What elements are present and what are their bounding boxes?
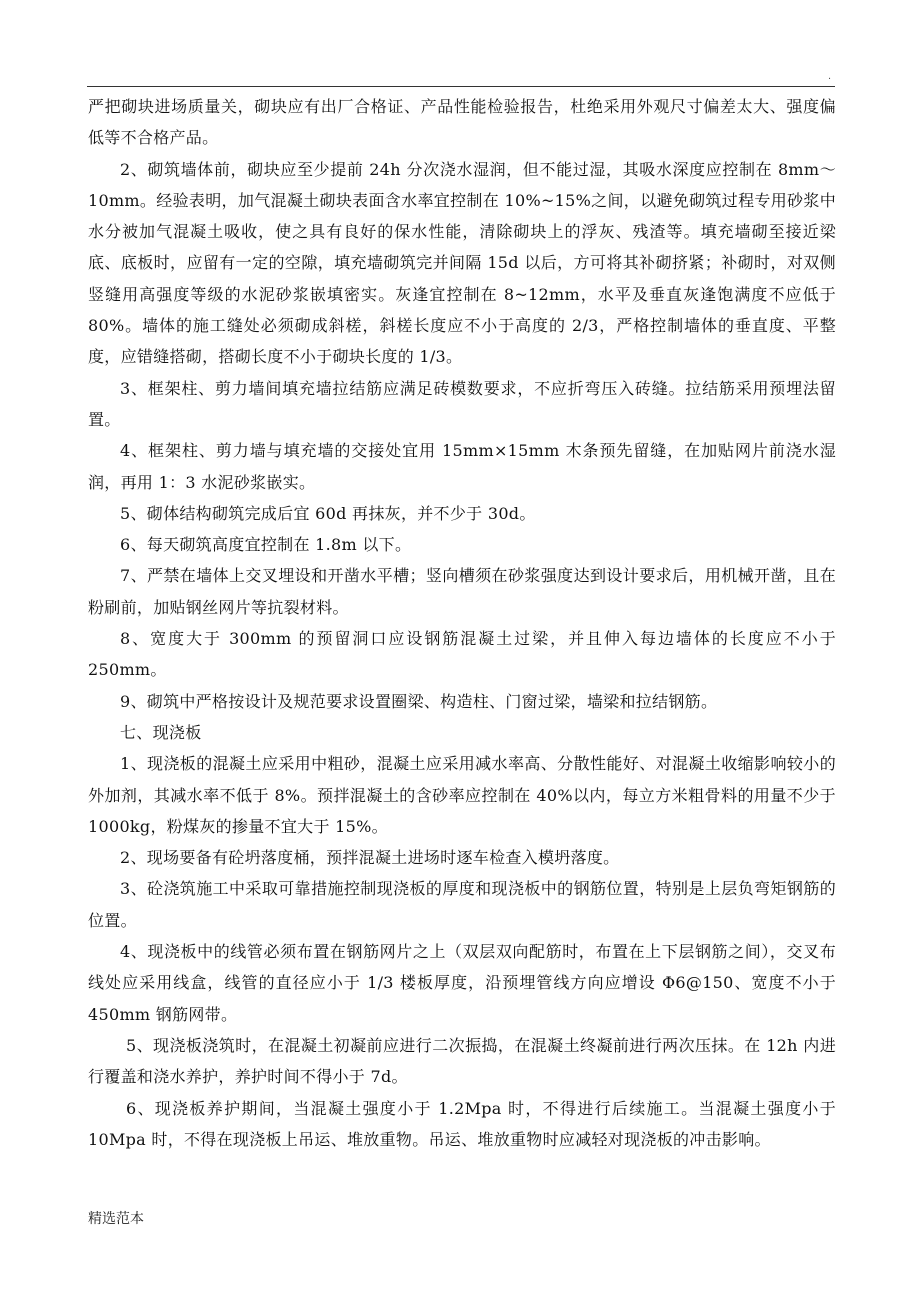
slab-item-5: 5、现浇板浇筑时，在混凝土初凝前应进行二次振捣，在混凝土终凝前进行两次压抹。在 12h 内进行覆盖和浇水养护，养护时间不得小于 7d。 xyxy=(88,1035,836,1087)
header-mark: . xyxy=(828,70,832,82)
document-body xyxy=(88,91,836,1155)
header-rule xyxy=(87,86,835,87)
slab-item-4: 4、现浇板中的线管必须布置在钢筋网片之上（双层双向配筋时，布置在上下层钢筋之间），交叉布线处应采用线盒，线管的直径应小于 1/3 楼板厚度，沿预埋管线方向应增设 Φ6@150、宽度不小于 450mm 钢筋网带。 xyxy=(88,942,836,1024)
paragraph-item-7: 7、严禁在墙体上交叉埋设和开凿水平槽；竖向槽须在砂浆强度达到设计要求后，用机械开凿，且在粉刷前，加贴钢丝网片等抗裂材料。 xyxy=(88,566,836,617)
slab-item-3: 3、砼浇筑施工中采取可靠措施控制现浇板的厚度和现浇板中的钢筋位置，特别是上层负弯矩钢筋的位置。 xyxy=(88,879,836,930)
section-heading: 七、现浇板 xyxy=(120,722,202,742)
paragraph-item-3: 3、框架柱、剪力墙间填充墙拉结筋应满足砖模数要求，不应折弯压入砖缝。拉结筋采用预埋法留置。 xyxy=(88,378,836,429)
paragraph-item-4: 4、框架柱、剪力墙与填充墙的交接处宜用 15mm×15mm 木条预先留缝，在加贴网片前浇水湿润，再用 1：3 水泥砂浆嵌实。 xyxy=(88,441,836,492)
paragraph-item-9: 9、砌筑中严格按设计及规范要求设置圈梁、构造柱、门窗过梁，墙梁和拉结钢筋。 xyxy=(120,691,718,711)
paragraph-item-8: 8、宽度大于 300mm 的预留洞口应设钢筋混凝土过梁，并且伸入每边墙体的长度应不小于 250mm。 xyxy=(88,629,836,680)
footer-label: 精选范本 xyxy=(88,1211,144,1227)
paragraph-item-6: 6、每天砌筑高度宜控制在 1.8m 以下。 xyxy=(120,535,412,555)
slab-item-6: 6、现浇板养护期间，当混凝土强度小于 1.2Mpa 时，不得进行后续施工。当混凝土强度小于 10Mpa 时，不得在现浇板上吊运、堆放重物。吊运、堆放重物时应减轻对现浇板的冲击影响。 xyxy=(88,1098,836,1149)
slab-item-2: 2、现场要备有砼坍落度桶，预拌混凝土进场时逐车检查入模坍落度。 xyxy=(120,848,620,868)
paragraph-item-2: 2、砌筑墙体前，砌块应至少提前 24h 分次浇水湿润，但不能过湿，其吸水深度应控制在 8mm～10mm。经验表明，加气混凝土砌块表面含水率宜控制在 10%~15%之间，以避免砌筑过程专用砂浆中水分被加气混凝土吸收，使之具有良好的保水性能，清除砌块上的浮灰、残渣等。填充墙砌至接近梁底、底板时，应留有一定的空隙，填充墙砌筑完并间隔 15d 以后，方可将其补砌挤紧；补砌时，对双侧竖缝用高强度等级的水泥砂浆嵌填密实。灰逢宜控制在 8~12mm，水平及垂直灰逢饱满度不应低于 80%。墙体的施工缝处必须砌成斜槎，斜槎长度应不小于高度的 2/3，严格控制墙体的垂直度、平整度，应错缝搭砌，搭砌长度不小于砌块长度的 1/3。 xyxy=(88,159,836,367)
paragraph-continuation: 严把砌块进场质量关，砌块应有出厂合格证、产品性能检验报告，杜绝采用外观尺寸偏差太大、强度偏低等不合格产品。 xyxy=(88,97,836,148)
slab-item-1: 1、现浇板的混凝土应采用中粗砂，混凝土应采用减水率高、分散性能好、对混凝土收缩影响较小的外加剂，其减水率不低于 8%。预拌混凝土的含砂率应控制在 40%以内，每立方米粗骨料的用量不少于 1000kg，粉煤灰的掺量不宜大于 15%。 xyxy=(88,754,836,836)
paragraph-item-5: 5、砌体结构砌筑完成后宜 60d 再抹灰，并不少于 30d。 xyxy=(120,503,536,523)
